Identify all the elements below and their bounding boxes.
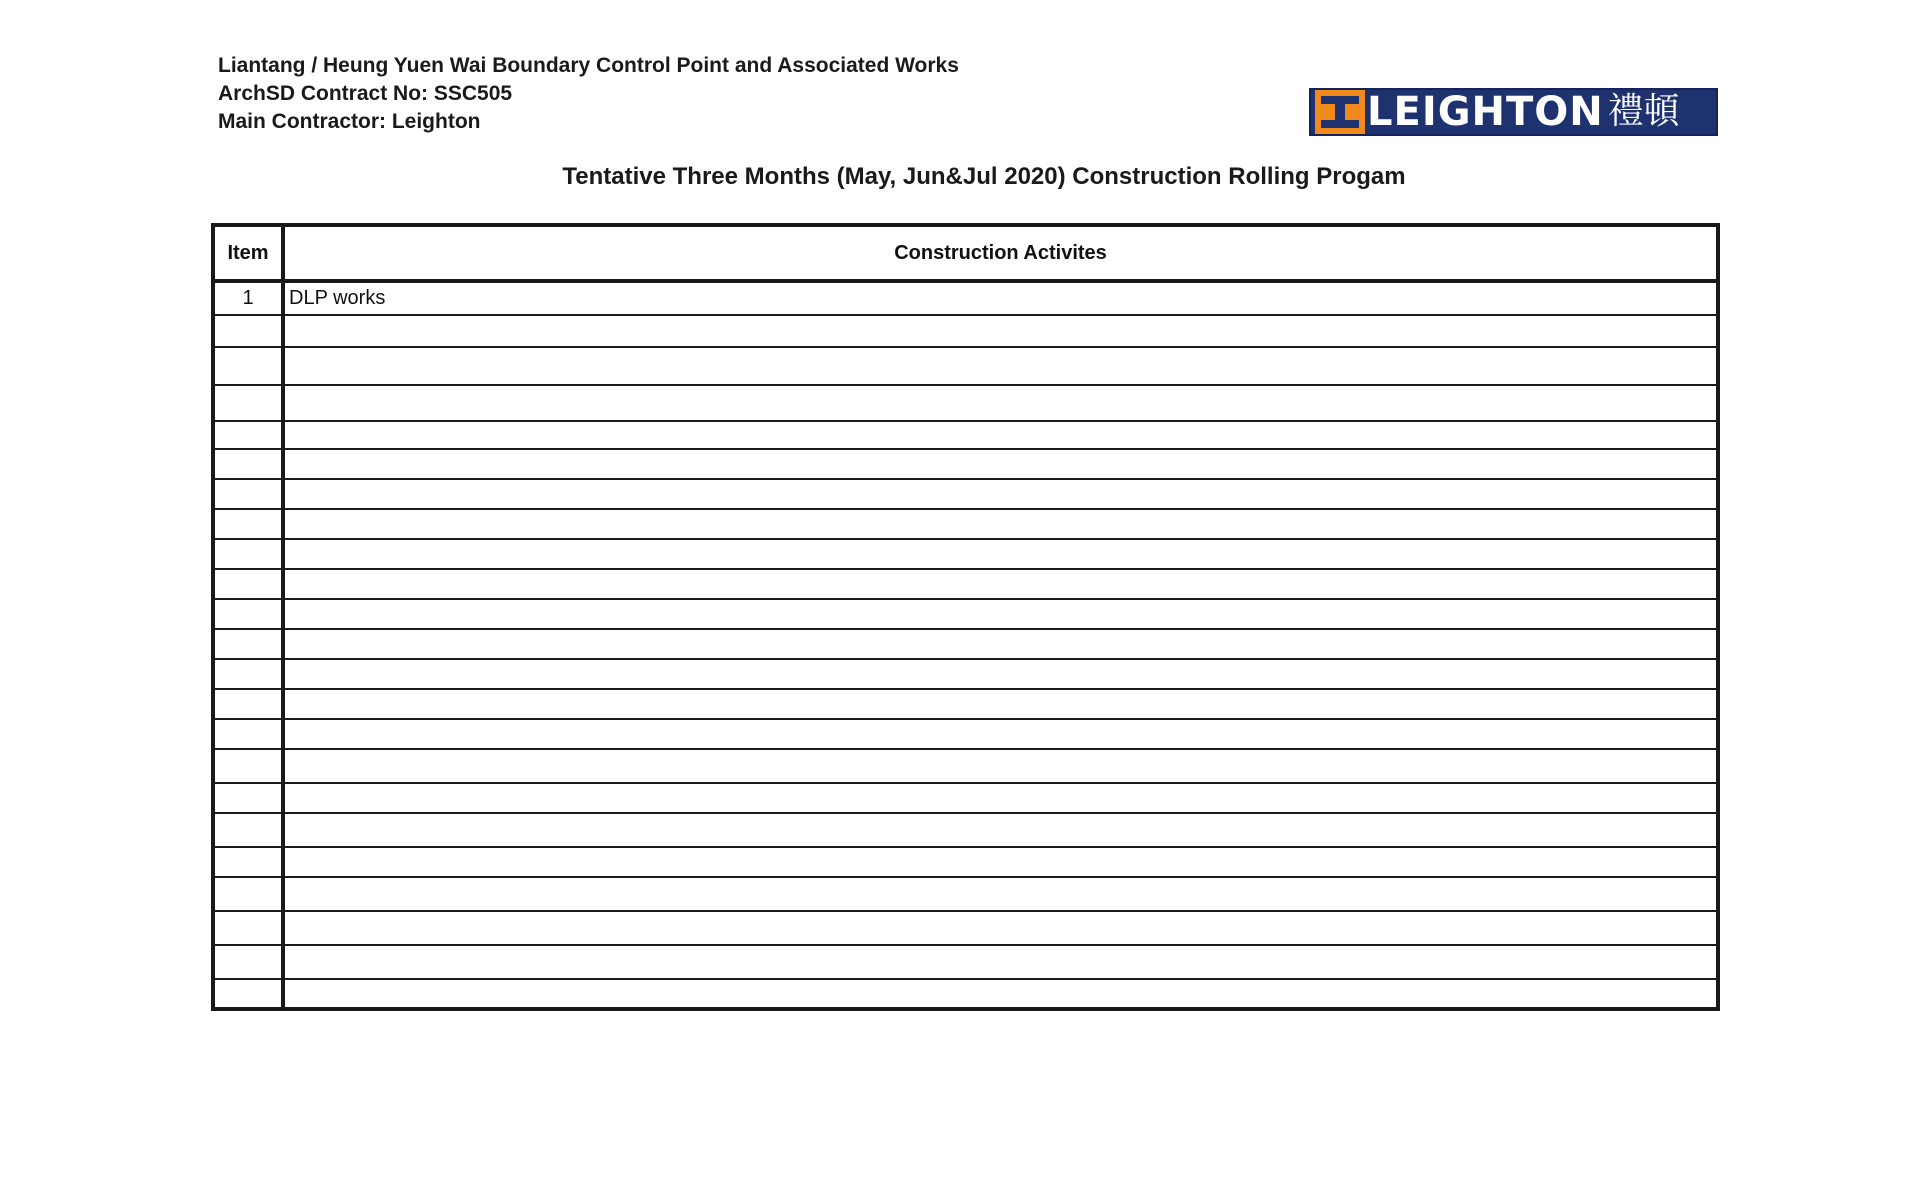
- table-header-row: [213, 225, 1718, 281]
- table-row: [213, 945, 1718, 979]
- item-cell: [213, 315, 283, 347]
- main-contractor: Main Contractor: Leighton: [218, 110, 481, 133]
- item-cell: [213, 877, 283, 911]
- item-cell: [213, 385, 283, 421]
- item-cell: 1: [213, 281, 283, 315]
- document-title: Tentative Three Months (May, Jun&Jul 2020) Construction Rolling Progam: [562, 163, 1406, 190]
- table-row: [213, 877, 1718, 911]
- activity-cell: [283, 659, 1718, 689]
- item-cell: [213, 945, 283, 979]
- table-row: [213, 847, 1718, 877]
- activity-cell: [283, 599, 1718, 629]
- item-cell: [213, 599, 283, 629]
- activity-cell: [283, 783, 1718, 813]
- contract-number: ArchSD Contract No: SSC505: [218, 82, 513, 105]
- activity-cell: [283, 847, 1718, 877]
- activity-cell: [283, 347, 1718, 385]
- table-row: [213, 385, 1718, 421]
- item-cell: [213, 347, 283, 385]
- leighton-mark-icon: [1315, 90, 1365, 134]
- document-header: [218, 52, 959, 136]
- activity-cell: [283, 945, 1718, 979]
- table-row: [213, 719, 1718, 749]
- table-row: [213, 449, 1718, 479]
- activity-cell: DLP works: [283, 281, 1718, 315]
- activity-cell: [283, 911, 1718, 945]
- activity-cell: [283, 719, 1718, 749]
- construction-activities-table: [211, 223, 1720, 1011]
- table-row: [213, 599, 1718, 629]
- table-row: [213, 347, 1718, 385]
- item-cell: [213, 539, 283, 569]
- table-row: [213, 689, 1718, 719]
- item-cell: [213, 979, 283, 1009]
- column-header-item: Item: [213, 225, 283, 281]
- item-cell: [213, 629, 283, 659]
- table-row: [213, 783, 1718, 813]
- activity-cell: [283, 385, 1718, 421]
- item-cell: [213, 813, 283, 847]
- activity-cell: [283, 979, 1718, 1009]
- activity-cell: [283, 449, 1718, 479]
- table-row: [213, 629, 1718, 659]
- table-row: [213, 509, 1718, 539]
- item-cell: [213, 479, 283, 509]
- table-row: [213, 421, 1718, 449]
- item-cell: [213, 509, 283, 539]
- item-cell: [213, 783, 283, 813]
- table-row: [213, 539, 1718, 569]
- activity-cell: [283, 539, 1718, 569]
- item-cell: [213, 449, 283, 479]
- project-name: Liantang / Heung Yuen Wai Boundary Control Point and Associated Works: [218, 54, 959, 77]
- item-cell: [213, 569, 283, 599]
- table-row: [213, 813, 1718, 847]
- table-row: [213, 281, 1718, 315]
- item-cell: [213, 719, 283, 749]
- item-cell: [213, 421, 283, 449]
- table-row: [213, 659, 1718, 689]
- activity-cell: [283, 315, 1718, 347]
- table-row: [213, 569, 1718, 599]
- logo-cjk-text: 禮頓: [1607, 91, 1680, 132]
- activity-cell: [283, 877, 1718, 911]
- activity-cell: [283, 813, 1718, 847]
- item-cell: [213, 659, 283, 689]
- column-header-activities: Construction Activites: [283, 225, 1718, 281]
- item-cell: [213, 847, 283, 877]
- activity-cell: [283, 569, 1718, 599]
- item-cell: [213, 911, 283, 945]
- activity-cell: [283, 421, 1718, 449]
- table-row: [213, 911, 1718, 945]
- logo-text: LEIGHTON: [1367, 89, 1604, 135]
- item-cell: [213, 689, 283, 719]
- activity-cell: [283, 509, 1718, 539]
- leighton-logo: [1309, 88, 1718, 136]
- table-row: [213, 315, 1718, 347]
- activity-cell: [283, 689, 1718, 719]
- activity-cell: [283, 749, 1718, 783]
- table-row: [213, 749, 1718, 783]
- table-row: [213, 979, 1718, 1009]
- activity-cell: [283, 479, 1718, 509]
- table-body: [213, 281, 1718, 1009]
- table-row: [213, 479, 1718, 509]
- item-cell: [213, 749, 283, 783]
- activity-cell: [283, 629, 1718, 659]
